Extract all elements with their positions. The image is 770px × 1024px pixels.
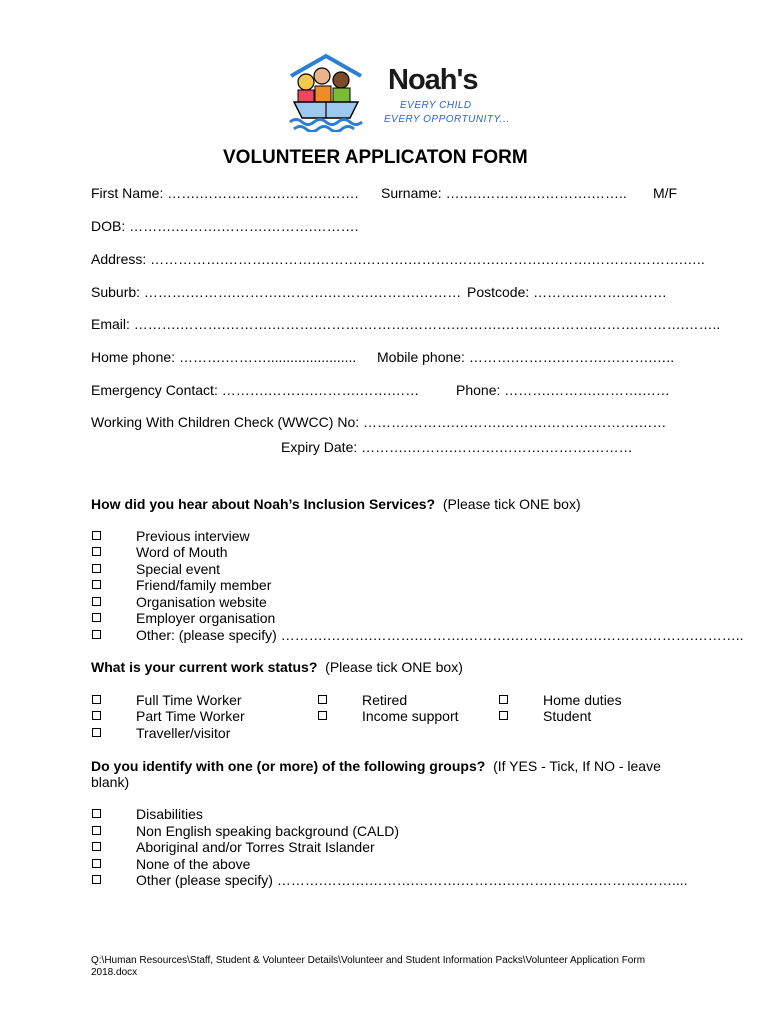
option-group-other[interactable]: Other (please specify) ……….……….……….……….……….……….……….……….…….... [136,872,688,888]
emergency-phone-field[interactable]: Phone: ……….……….……….…… [456,382,670,398]
checkbox-employer-organisation[interactable] [92,613,101,622]
checkbox-organisation-website[interactable] [92,597,101,606]
checkbox-special-event[interactable] [92,564,101,573]
postcode-field[interactable]: Postcode: ……….……….……… [467,284,667,300]
checkbox-retired[interactable] [318,695,327,704]
footer-file-path: Q:\Human Resources\Staff, Student & Volunteer Details\Volunteer and Student Information Packs\Volunteer Application Form [91,955,646,966]
work-status-question [91,659,463,675]
surname-field[interactable]: Surname: ….….……….….……….…….. [381,185,627,201]
groups-note: (If YES - Tick, If NO - leave [493,758,661,774]
noahs-logo [286,52,510,132]
option-aboriginal: Aboriginal and/or Torres Strait Islander [136,839,375,855]
logo-tagline-2: EVERY OPPORTUNITY... [384,114,510,125]
checkbox-traveller[interactable] [92,728,101,737]
hear-about-question-text: How did you hear about Noah’s Inclusion Services? [91,496,436,512]
option-other[interactable]: Other: (please specify) ……….……….……….……….……….……….……….……….……….……….. [136,627,744,643]
option-part-time: Part Time Worker [136,708,245,724]
mobile-phone-field[interactable]: Mobile phone: ……….……….……….……….….. [377,349,675,365]
checkbox-cald[interactable] [92,826,101,835]
option-retired: Retired [362,692,408,708]
groups-note-continued: blank) [91,774,130,790]
checkbox-word-of-mouth[interactable] [92,547,101,556]
option-disabilities: Disabilities [136,806,203,822]
work-status-note: (Please tick ONE box) [325,659,463,675]
footer-file-name: 2018.docx [91,967,138,978]
logo-tagline-1: EVERY CHILD [400,100,472,111]
checkbox-income-support[interactable] [318,711,327,720]
option-employer-organisation: Employer organisation [136,610,276,626]
first-name-field[interactable]: First Name: …….……….….….……….……. [91,185,359,201]
gender-field[interactable]: M/F [653,185,678,201]
email-field[interactable]: Email: ……….……….……….……….……….……….……….……….……….……….……….……….…….. [91,316,721,332]
groups-question-text: Do you identify with one (or more) of the following groups? [91,758,486,774]
checkbox-friend-family[interactable] [92,580,101,589]
checkbox-part-time[interactable] [92,711,101,720]
option-traveller: Traveller/visitor [136,725,231,741]
option-word-of-mouth: Word of Mouth [136,544,228,560]
option-student: Student [543,708,592,724]
checkbox-group-other[interactable] [92,875,101,884]
address-field[interactable]: Address: …………….……….……….……….……….……….……….……….……….……….……….….. [91,251,705,267]
option-home-duties: Home duties [543,692,622,708]
hear-about-question [91,496,581,512]
wwcc-field[interactable]: Working With Children Check (WWCC) No: ……….……….……….……….……….……….…… [91,414,667,430]
option-special-event: Special event [136,561,221,577]
logo-wordmark: Noah's [388,64,478,96]
option-income-support: Income support [362,708,459,724]
ark-children-logo-icon [286,52,366,132]
dob-field[interactable]: DOB: ……….……….……….……….………. [91,218,359,234]
option-full-time: Full Time Worker [136,692,242,708]
form-title: VOLUNTEER APPLICATON FORM [223,147,528,168]
option-none: None of the above [136,856,251,872]
option-previous-interview: Previous interview [136,528,250,544]
option-cald: Non English speaking background (CALD) [136,823,400,839]
checkbox-none[interactable] [92,859,101,868]
groups-question [91,758,661,774]
emergency-contact-field[interactable]: Emergency Contact: ……….……….……….…….…… [91,382,420,398]
checkbox-previous-interview[interactable] [92,531,101,540]
checkbox-home-duties[interactable] [499,695,508,704]
option-organisation-website: Organisation website [136,594,267,610]
checkbox-student[interactable] [499,711,508,720]
checkbox-disabilities[interactable] [92,809,101,818]
checkbox-other[interactable] [92,630,101,639]
wwcc-expiry-field[interactable]: Expiry Date: ……….……….……….……….……….……… [281,439,633,455]
checkbox-full-time[interactable] [92,695,101,704]
home-phone-field[interactable]: Home phone: ……….………....................... [91,349,357,365]
work-status-question-text: What is your current work status? [91,659,318,675]
hear-about-note: (Please tick ONE box) [442,496,581,512]
option-friend-family: Friend/family member [136,577,272,593]
suburb-field[interactable]: Suburb: ……….……….……….……….……….……….……… [91,284,462,300]
checkbox-aboriginal[interactable] [92,842,101,851]
